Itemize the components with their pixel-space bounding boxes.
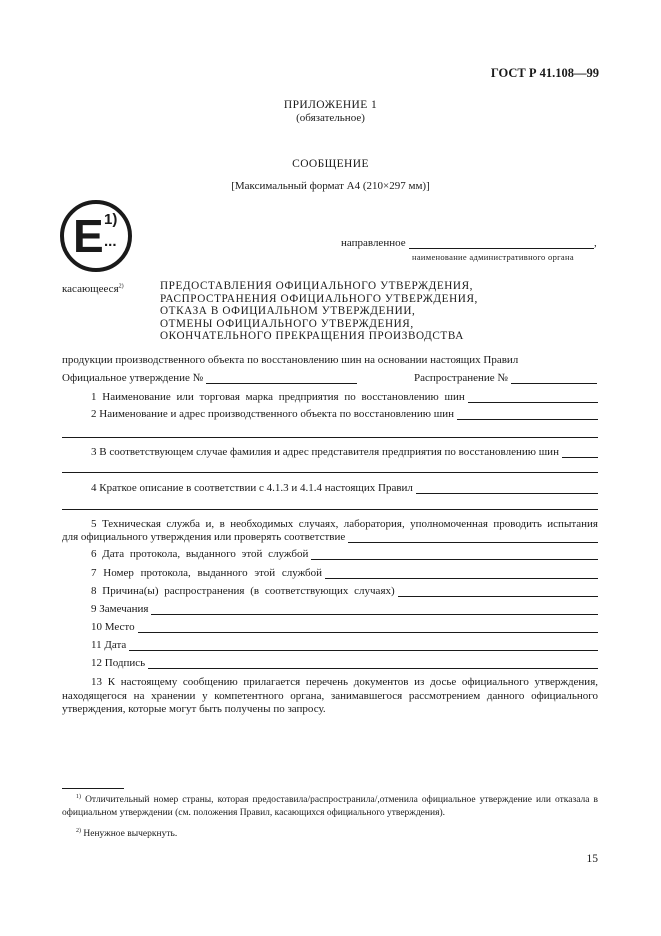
item-11-line[interactable] <box>129 641 598 651</box>
extension-number-label: Распространение № <box>414 372 508 384</box>
e-mark-superscript: 1) <box>104 211 118 228</box>
item-1-field[interactable] <box>91 391 598 403</box>
footnote-separator <box>62 788 124 789</box>
item-8-field[interactable] <box>91 585 598 597</box>
item-4-continuation-line[interactable] <box>62 509 598 510</box>
item-1-line[interactable] <box>468 393 598 403</box>
item-10-field[interactable] <box>91 621 598 633</box>
approval-number-line[interactable] <box>206 374 357 384</box>
item-5-label: 5 Техническая служба и, в необходимых случаях, лаборатория, уполномоченная проводить испытания <box>91 518 598 530</box>
concerning-footnote-ref: 2) <box>118 283 124 290</box>
appendix-subtitle: (обязательное) <box>296 112 365 124</box>
footnote-1-mark: 1) <box>76 794 81 800</box>
footnote-1 <box>62 791 598 819</box>
sent-to-caption: наименование административного органа <box>412 252 574 262</box>
item-10-label: 10 Место <box>91 621 135 633</box>
item-3-continuation-line[interactable] <box>62 472 598 473</box>
e-mark-dots: ... <box>104 233 117 250</box>
item-9-line[interactable] <box>151 605 598 615</box>
item-5-line[interactable] <box>348 533 598 543</box>
item-11-label: 11 Дата <box>91 639 127 651</box>
item-6-line[interactable] <box>311 550 598 560</box>
sent-to-line[interactable] <box>409 239 594 249</box>
concerning-action-3: ОТКАЗА В ОФИЦИАЛЬНОМ УТВЕРЖДЕНИИ, <box>160 305 416 318</box>
item-1-label: 1 Наименование или торговая марка предприятия по восстановлению шин <box>91 391 465 403</box>
item-3-label: 3 В соответствующем случае фамилия и адрес представителя предприятия по восстановлению шин <box>91 446 559 458</box>
item-4-field[interactable] <box>91 482 598 494</box>
standard-number: ГОСТ Р 41.108—99 <box>490 66 599 80</box>
appendix-title: ПРИЛОЖЕНИЕ 1 <box>283 99 378 111</box>
concerning-label <box>62 283 124 295</box>
item-9-label: 9 Замечания <box>91 603 149 615</box>
item-9-field[interactable] <box>91 603 598 615</box>
product-line: продукции производственного объекта по восстановлению шин на основании настоящих Правил <box>62 354 519 366</box>
item-7-label: 7 Номер протокола, выданного этой службой <box>91 567 323 579</box>
footnote-2-text: Ненужное вычеркнуть. <box>83 829 178 840</box>
approval-number-label: Официальное утверждение № <box>62 372 204 384</box>
item-2-line[interactable] <box>457 410 598 420</box>
item-6-field[interactable] <box>91 548 598 560</box>
item-12-field[interactable] <box>91 657 598 669</box>
item-5-label-cont: для официального утверждения или проверять соответствие <box>62 531 346 543</box>
item-4-label: 4 Краткое описание в соответствии с 4.1.3 и 4.1.4 настоящих Правил <box>91 482 413 494</box>
item-2-continuation-line[interactable] <box>62 437 598 438</box>
concerning-action-4: ОТМЕНЫ ОФИЦИАЛЬНОГО УТВЕРЖДЕНИЯ, <box>160 317 414 330</box>
extension-number-line[interactable] <box>511 374 597 384</box>
item-3-field[interactable] <box>91 446 598 458</box>
footnote-2-mark: 2) <box>76 828 81 834</box>
concerning-label-text: касающееся <box>62 283 119 295</box>
extension-number-field[interactable] <box>414 372 597 384</box>
item-11-field[interactable] <box>91 639 598 651</box>
footnote-1-text: Отличительный номер страны, которая предоставила/распространила/,отменила официальное утверждение или отказала в официальном утверждении (см. положения Правил, касающихся официального утверждения). <box>62 795 599 818</box>
item-2-field[interactable] <box>91 408 598 420</box>
item-12-line[interactable] <box>148 659 598 669</box>
concerning-action-2: РАСПРОСТРАНЕНИЯ ОФИЦИАЛЬНОГО УТВЕРЖДЕНИЯ, <box>160 292 478 305</box>
concerning-action-1: ПРЕДОСТАВЛЕНИЯ ОФИЦИАЛЬНОГО УТВЕРЖДЕНИЯ, <box>160 280 474 292</box>
item-4-line[interactable] <box>416 484 598 494</box>
item-2-label: 2 Наименование и адрес производственного объекта по восстановлению шин <box>91 408 454 420</box>
item-6-label: 6 Дата протокола, выданного этой службой <box>91 548 309 560</box>
concerning-action-5: ОКОНЧАТЕЛЬНОГО ПРЕКРАЩЕНИЯ ПРОИЗВОДСТВА <box>160 330 464 343</box>
item-10-line[interactable] <box>138 623 598 633</box>
item-3-line[interactable] <box>562 448 598 458</box>
item-7-field[interactable] <box>91 567 598 579</box>
item-7-line[interactable] <box>325 569 598 579</box>
approval-number-field[interactable] <box>62 372 357 384</box>
item-5-field[interactable] <box>62 531 598 543</box>
message-title: СООБЩЕНИЕ <box>292 158 369 170</box>
sent-to-label: направленное <box>341 237 406 249</box>
item-8-line[interactable] <box>398 587 598 597</box>
item-13-paragraph: 13 К настоящему сообщению прилагается перечень документов из досье официального утверждения, находящегося на хранении у компетентного органа, занимавшегося рассмотрением данного официального утверждения, которые могут быть получены по запросу. <box>62 676 598 715</box>
sent-to-comma: , <box>594 237 597 249</box>
item-12-label: 12 Подпись <box>91 657 146 669</box>
message-format: [Максимальный формат А4 (210×297 мм)] <box>231 180 430 192</box>
footnote-2 <box>76 828 177 839</box>
e-mark-letter: E <box>73 210 104 262</box>
item-8-label: 8 Причина(ы) распространения (в соответствующих случаях) <box>91 585 395 597</box>
page-number: 15 <box>586 853 598 865</box>
sent-to-field[interactable] <box>341 237 594 249</box>
approval-e-mark-logo <box>60 200 132 272</box>
